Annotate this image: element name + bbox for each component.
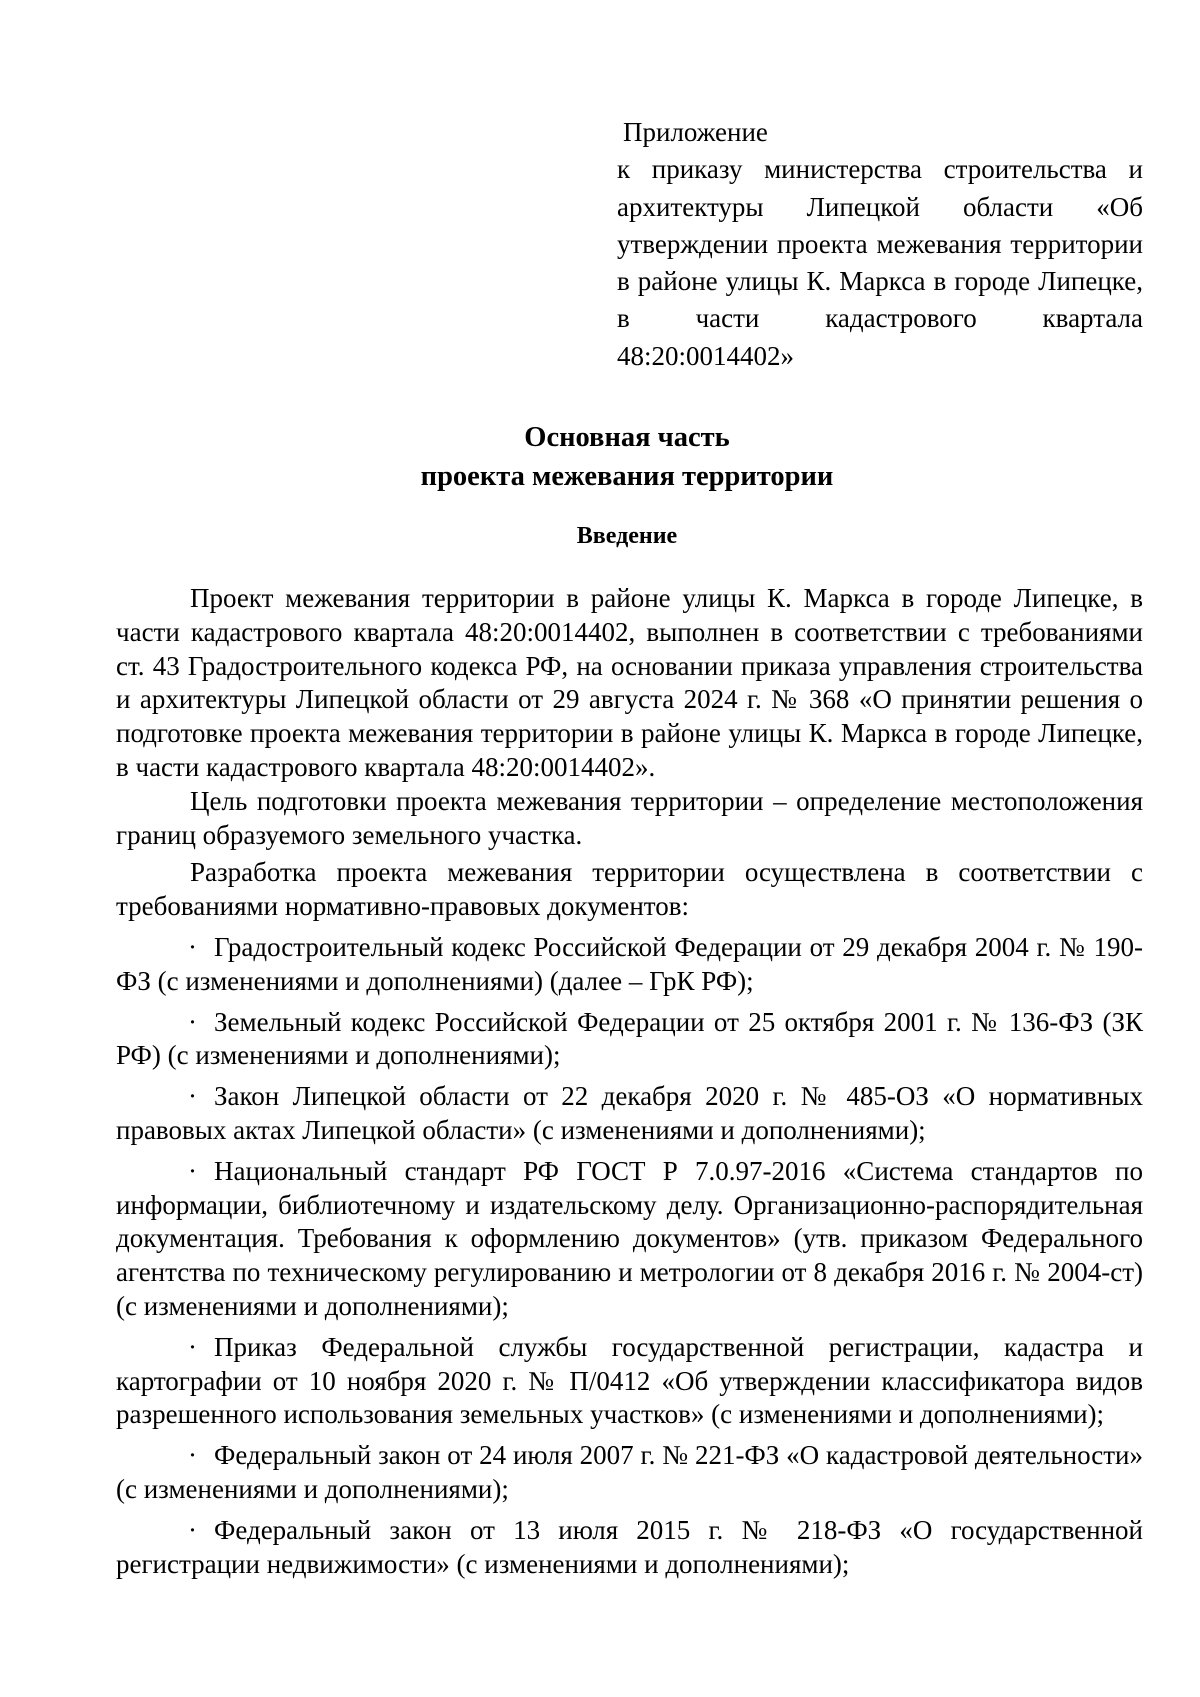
bullet-icon: · <box>188 1331 197 1362</box>
list-item-text: Градостроительный кодекс Российской Федерации от 29 декабря 2004 г. № 190-ФЗ (с изменениями и дополнениями) (далее – ГрК РФ); <box>116 931 1143 996</box>
list-item-text: Федеральный закон от 24 июля 2007 г. № 221-ФЗ «О кадастровой деятельности» (с изменениями и дополнениями); <box>116 1440 1143 1504</box>
document-title-line-2: проекта межевания территории <box>420 461 834 492</box>
list-item <box>116 1155 1143 1324</box>
list-item-text: Федеральный закон от 13 июля 2015 г. № 218-ФЗ «О государственной регистрации недвижимости» (с изменениями и дополнениями); <box>116 1514 1143 1579</box>
list-item-text: Приказ Федеральной службы государственной регистрации, кадастра и картографии от 10 ноября 2020 г. № П/0412 «Об утверждении классификатора видов разрешенного использования земельных участков» (с изменениями и дополнениями); <box>116 1331 1143 1430</box>
bullet-icon: · <box>188 1081 197 1112</box>
list-item <box>116 931 1143 999</box>
appendix-text: к приказу министерства строительства и архитектуры Липецкой области «Об утверждении проекта межевания территории в районе улицы К. Маркса в городе Липецке, в части кадастрового квартала 48:20:0014402» <box>617 154 1143 371</box>
list-item <box>116 1514 1143 1582</box>
document-body <box>116 582 1143 1581</box>
list-item-text: Национальный стандарт РФ ГОСТ Р 7.0.97-2016 «Система стандартов по информации, библиотечному и издательскому делу. Организационно-распорядительная документация. Требования к оформлению документов» (утв. приказом Федерального агентства по техническому регулированию и метрологии от 8 декабря 2016 г. № 2004-ст) (с изменениями и дополнениями); <box>116 1155 1143 1321</box>
document-title <box>0 418 1200 496</box>
paragraph: Проект межевания территории в районе улицы К. Маркса в городе Липецке, в части кадастрового квартала 48:20:0014402, выполнен в соответствии с требованиями ст. 43 Градостроительного кодекса РФ, на основании приказа управления строительства и архитектуры Липецкой области от 29 августа 2024 г. № 368 «О принятии решения о подготовке проекта межевания территории в районе улицы К. Маркса в городе Липецке, в части кадастрового квартала 48:20:0014402». <box>116 583 1143 782</box>
list-item <box>116 1439 1143 1507</box>
bullet-icon: · <box>188 1006 197 1037</box>
list-item <box>116 1331 1143 1432</box>
list-item <box>116 1006 1143 1074</box>
paragraph: Цель подготовки проекта межевания территории – определение местоположения границ образуемого земельного участка. <box>116 785 1143 850</box>
bullet-icon: · <box>188 1440 197 1471</box>
list-item <box>116 1080 1143 1148</box>
list-item-text: Закон Липецкой области от 22 декабря 2020 г. № 485-ОЗ «О нормативных правовых актах Липецкой области» (с изменениями и дополнениями); <box>116 1081 1143 1145</box>
appendix-block <box>617 114 1143 375</box>
bullet-icon: · <box>188 931 197 962</box>
section-title: Введение <box>576 523 678 549</box>
list-item-text: Земельный кодекс Российской Федерации от 25 октября 2001 г. № 136-ФЗ (ЗК РФ) (с изменениями и дополнениями); <box>116 1006 1143 1071</box>
paragraph: Разработка проекта межевания территории осуществлена в соответствии с требованиями нормативно-правовых документов: <box>116 857 1143 922</box>
bullet-icon: · <box>188 1155 197 1186</box>
bullet-icon: · <box>188 1514 197 1545</box>
document-title-line-1: Основная часть <box>524 422 730 453</box>
appendix-title: Приложение <box>623 117 768 147</box>
